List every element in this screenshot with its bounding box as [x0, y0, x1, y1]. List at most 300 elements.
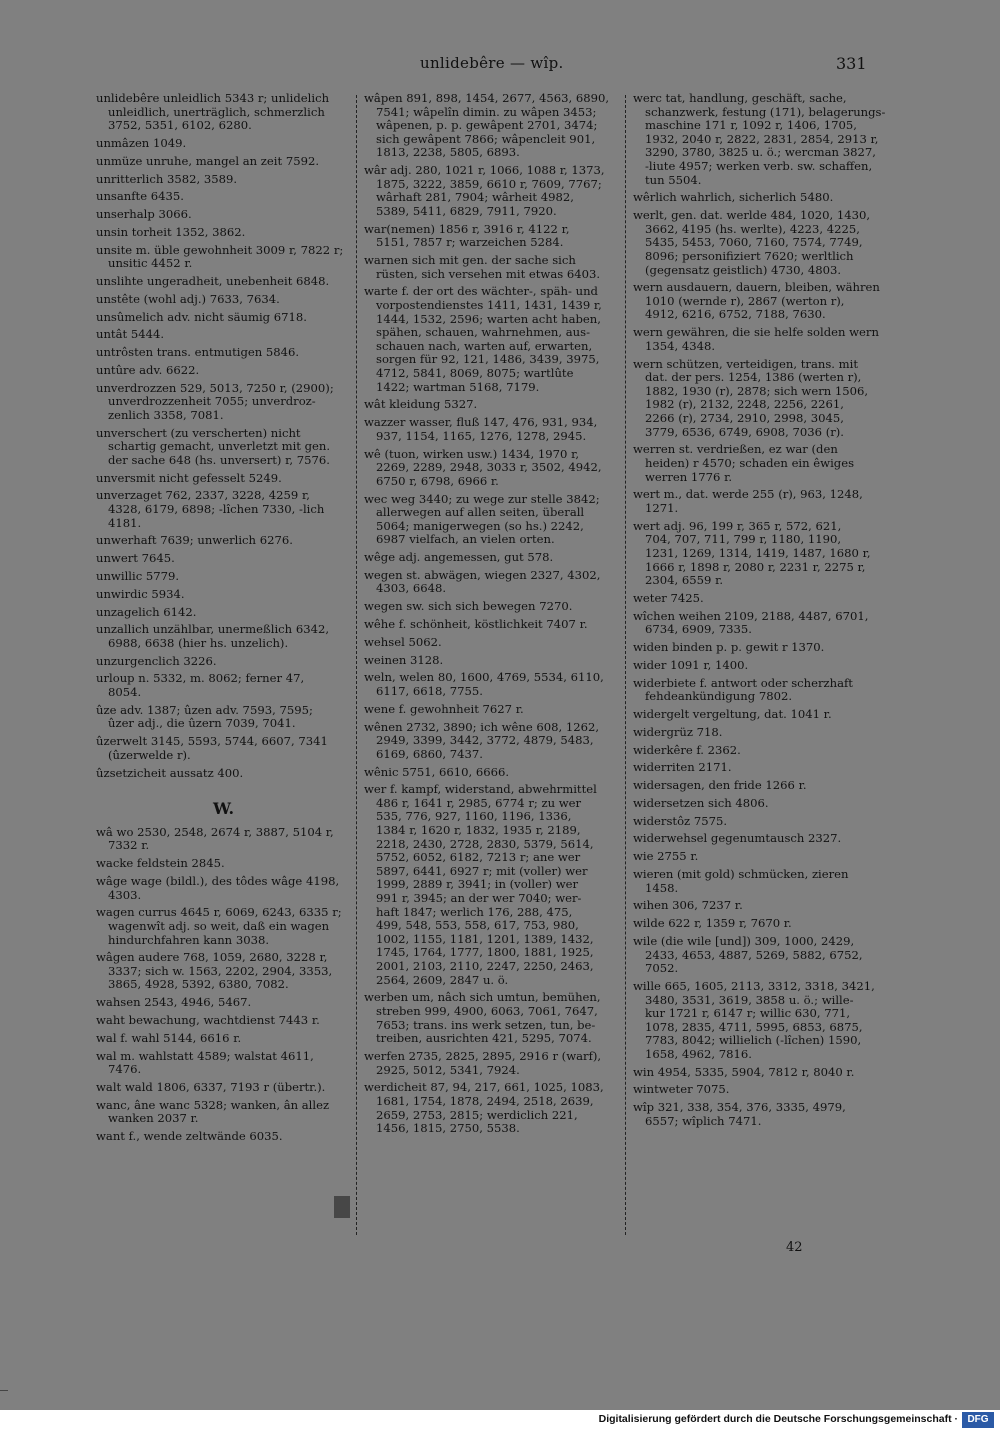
dictionary-entry [96, 875, 351, 902]
entry-line: widerstôz 7575. [633, 814, 728, 828]
entry-line: wagen currus 4645 r, 6069, 6243, 6335 r; [96, 906, 342, 920]
dictionary-entry [633, 326, 891, 353]
entry-line: unzagelich 6142. [96, 605, 197, 619]
entry-line: unsûmelich adv. nicht säumig 6718. [96, 310, 307, 324]
entry-line: 2266 (r), 2734, 2910, 2998, 3045, [645, 412, 844, 425]
entry-line: widerriten 2171. [633, 761, 732, 775]
entry-line: 7332 r. [108, 839, 150, 853]
entry-line: 7653; trans. ins werk setzen, tun, be- [376, 1018, 596, 1032]
dictionary-entry [364, 92, 621, 160]
entry-line: wâgen audere 768, 1059, 2680, 3228 r, [96, 951, 328, 965]
entry-line: ûze adv. 1387; ûzen adv. 7593, 7595; [96, 703, 313, 717]
dictionary-entry [633, 209, 891, 277]
dictionary-entry [96, 606, 351, 620]
entry-line: 1745, 1764, 1777, 1800, 1881, 1925, [376, 946, 594, 960]
dictionary-entry [633, 832, 891, 846]
footer-band [0, 1410, 1000, 1431]
entry-line: unversmit nicht gefesselt 5249. [96, 471, 282, 485]
entry-line: wene f. gewohnheit 7627 r. [364, 702, 524, 716]
entry-line: 4181. [108, 516, 142, 530]
entry-line: 4328, 6179, 6898; -lîchen 7330, -lich [108, 503, 325, 517]
entry-line: 7052. [645, 962, 679, 976]
entry-line: unserhalp 3066. [96, 208, 192, 222]
dictionary-entry [633, 850, 891, 864]
dictionary-entry [633, 92, 891, 187]
entry-line: 6734, 6909, 7335. [645, 623, 752, 637]
dictionary-entry [96, 951, 351, 992]
entry-line: 1875, 3222, 3859, 6610 r, 7609, 7767; [376, 177, 602, 191]
entry-line: untât 5444. [96, 328, 165, 342]
entry-line: 1458. [645, 881, 679, 895]
dictionary-entry [633, 980, 891, 1062]
entry-line: wât kleidung 5327. [364, 398, 478, 412]
dictionary-entry [364, 398, 621, 412]
entry-line: schanzwerk, festung (171), belagerungs- [645, 105, 886, 119]
entry-line: 486 r, 1641 r, 2985, 6774 r; zu wer [376, 796, 582, 810]
entry-line: wâr adj. 280, 1021 r, 1066, 1088 r, 1373, [364, 164, 605, 178]
dictionary-entry [364, 223, 621, 250]
entry-line: (gegensatz geistlich) 4730, 4803. [645, 263, 842, 277]
entry-line: wîchen weihen 2109, 2188, 4487, 6701, [633, 609, 869, 623]
column-divider [625, 95, 626, 1235]
entry-line: wert adj. 96, 199 r, 365 r, 572, 621, [633, 519, 842, 533]
dictionary-entry [364, 254, 621, 281]
dictionary-entry [364, 618, 621, 632]
entry-line: 1010 (wernde r), 2867 (werton r), [645, 294, 845, 308]
entry-line: fehdeankündigung 7802. [645, 690, 793, 704]
dictionary-entry [633, 281, 891, 322]
entry-line: werren 1776 r. [645, 470, 733, 484]
library-stamp [334, 1196, 350, 1218]
dictionary-entry [96, 588, 351, 602]
entry-line: urloup n. 5332, m. 8062; ferner 47, [96, 672, 305, 686]
entry-line: unmüze unruhe, mangel an zeit 7592. [96, 154, 320, 168]
entry-line: sich gewâpent 7866; wâpencleit 901, [376, 132, 596, 146]
entry-line: widerwehsel gegenumtausch 2327. [633, 832, 842, 846]
entry-line: 3752, 5351, 6102, 6280. [108, 119, 252, 133]
dictionary-entry [96, 244, 351, 271]
entry-line: der sache 648 (hs. unversert) r, 7576. [108, 453, 330, 467]
dictionary-entry [633, 726, 891, 740]
entry-line: heiden) r 4570; schaden ein êwiges [645, 456, 855, 470]
entry-line: 3337; sich w. 1563, 2202, 2904, 3353, [108, 964, 333, 978]
dictionary-entry [96, 382, 351, 423]
entry-line: widersagen, den fride 1266 r. [633, 779, 807, 793]
entry-line: 1354, 4348. [645, 339, 716, 353]
entry-line: wintweter 7075. [633, 1083, 730, 1097]
entry-line: wile (die wile [und]) 309, 1000, 2429, [633, 934, 855, 948]
entry-line: -liute 4957; werken verb. sw. schaffen, [645, 159, 873, 173]
entry-line: unleidlich, unerträglich, schmerzlich [108, 105, 325, 119]
entry-line: widerbiete f. antwort oder scherzhaft [633, 676, 853, 690]
dictionary-entry [96, 364, 351, 378]
dictionary-entry [633, 641, 891, 655]
entry-line: widerkêre f. 2362. [633, 743, 741, 757]
entry-line: 2564, 2609, 2847 u. ö. [376, 973, 509, 987]
entry-line: wazzer wasser, fluß 147, 476, 931, 934, [364, 416, 598, 430]
entry-line: 6169, 6860, 7437. [376, 747, 483, 761]
entry-line: 3290, 3780, 3825 u. ö.; wercman 3827, [645, 146, 876, 160]
entry-line: wanken 2037 r. [108, 1112, 199, 1126]
entry-line: 1422; wartman 5168, 7179. [376, 380, 540, 394]
dictionary-entry [96, 735, 351, 762]
dictionary-entry [364, 600, 621, 614]
dictionary-entry [633, 797, 891, 811]
entry-line: unzurgenclich 3226. [96, 654, 217, 668]
entry-line: 991 r, 3945; an der wer 7040; wer- [376, 892, 582, 906]
dictionary-entry [96, 570, 351, 584]
entry-line: 6750 r, 6798, 6966 r. [376, 474, 499, 488]
entry-line: wal m. wahlstatt 4589; walstat 4611, [96, 1049, 314, 1063]
column-2 [364, 92, 621, 1140]
signature-mark: 42 [786, 1240, 803, 1255]
entry-line: weln, welen 80, 1600, 4769, 5534, 6110, [364, 671, 604, 685]
dictionary-entry [364, 493, 621, 547]
dictionary-entry [96, 311, 351, 325]
entry-line: unwirdic 5934. [96, 587, 185, 601]
dictionary-entry [633, 1083, 891, 1097]
page-header [0, 54, 1000, 78]
dictionary-entry [633, 779, 891, 793]
entry-line: waht bewachung, wachtdienst 7443 r. [96, 1014, 320, 1028]
dictionary-entry [96, 275, 351, 289]
entry-line: 2949, 3399, 3442, 3772, 4879, 5483, [376, 734, 594, 748]
dictionary-entry [96, 472, 351, 486]
dictionary-entry [633, 520, 891, 588]
entry-line: wie 2755 r. [633, 850, 699, 864]
entry-line: unverschert (zu verscherten) nicht [96, 426, 301, 440]
dictionary-entry [96, 996, 351, 1010]
dictionary-entry [364, 1050, 621, 1077]
entry-line: 1444, 1532, 2596; warten acht haben, [376, 312, 601, 326]
entry-line: warnen sich mit gen. der sache sich [364, 254, 576, 268]
entry-line: wârhaft 281, 7904; wârheit 4982, [376, 191, 574, 205]
entry-line: tun 5504. [645, 173, 702, 187]
entry-line: 1002, 1155, 1181, 1201, 1389, 1432, [376, 932, 594, 946]
entry-line: unwert 7645. [96, 552, 175, 566]
entry-line: 5389, 5411, 6829, 7911, 7920. [376, 204, 557, 218]
entry-line: 1384 r, 1620 r, 1832, 1935 r, 2189, [376, 824, 581, 838]
dictionary-entry [364, 164, 621, 218]
dictionary-entry [96, 534, 351, 548]
entry-line: wern ausdauern, dauern, bleiben, währen [633, 281, 880, 295]
entry-line: 2218, 2430, 2728, 2830, 5379, 5614, [376, 837, 594, 851]
entry-line: wâpen 891, 898, 1454, 2677, 4563, 6890, [364, 92, 610, 105]
column-divider [356, 95, 357, 1235]
entry-line: werfen 2735, 2825, 2895, 2916 r (warf), [364, 1049, 602, 1063]
entry-line: 2925, 5012, 5341, 7924. [376, 1063, 520, 1077]
entry-line: 499, 548, 553, 558, 617, 753, 980, [376, 919, 579, 933]
entry-line: 2433, 4653, 4887, 5269, 5882, 6752, [645, 948, 863, 962]
entry-line: zenlich 3358, 7081. [108, 408, 224, 422]
dictionary-entry [633, 899, 891, 913]
entry-line: wern schützen, verteidigen, trans. mit [633, 357, 859, 371]
entry-line: 4303. [108, 888, 142, 902]
entry-line: wêge adj. angemessen, gut 578. [364, 551, 554, 565]
entry-line: streben 999, 4900, 6063, 7061, 7647, [376, 1004, 598, 1018]
dictionary-entry [364, 1081, 621, 1135]
dictionary-entry [633, 358, 891, 440]
entry-line: 1681, 1754, 1878, 2494, 2518, 2639, [376, 1094, 594, 1108]
entry-line: untrôsten trans. entmutigen 5846. [96, 346, 300, 360]
entry-line: unverdrozzenheit 7055; unverdroz- [108, 395, 316, 409]
entry-line: werren st. verdrießen, ez war (den [633, 443, 838, 457]
scan-edge [0, 1390, 8, 1411]
dictionary-entry [96, 826, 351, 853]
entry-line: unsanfte 6435. [96, 190, 184, 204]
dictionary-entry [96, 857, 351, 871]
column-3 [633, 92, 891, 1133]
entry-line: 5151, 7857 r; warzeichen 5284. [376, 236, 564, 250]
entry-line: wîp 321, 338, 354, 376, 3335, 4979, [633, 1101, 846, 1115]
dictionary-entry [364, 783, 621, 987]
entry-line: 1666 r, 1898 r, 2080 r, 2231 r, 2275 r, [645, 560, 866, 574]
entry-line: 2659, 2753, 2815; werdiclich 221, [376, 1108, 578, 1122]
entry-line: sorgen für 92, 121, 1486, 3439, 3975, [376, 353, 600, 367]
entry-line: 1271. [645, 501, 679, 515]
dictionary-entry [96, 92, 351, 133]
entry-line: 6988, 6638 (hier hs. unzelich). [108, 636, 289, 650]
entry-line: widen binden p. p. gewit r 1370. [633, 641, 825, 655]
dictionary-entry [96, 489, 351, 530]
entry-line: 3779, 6536, 6749, 6908, 7036 (r). [645, 425, 844, 439]
entry-line: 3662, 4195 (hs. werlte), 4223, 4225, [645, 222, 860, 236]
dictionary-entry [96, 346, 351, 360]
entry-line: 1882, 1930 (r), 2878; sich wern 1506, [645, 384, 869, 398]
entry-line: unverzaget 762, 2337, 3228, 4259 r, [96, 489, 310, 503]
dictionary-entry [96, 623, 351, 650]
dictionary-entry [364, 766, 621, 780]
entry-line: wehsel 5062. [364, 635, 442, 649]
entry-line: 6557; wîplich 7471. [645, 1114, 762, 1128]
entry-line: wêrlich wahrlich, sicherlich 5480. [633, 191, 834, 205]
dictionary-entry [633, 1101, 891, 1128]
entry-line: unlidebêre unleidlich 5343 r; unlidelich [96, 92, 330, 105]
entry-line: werben um, nâch sich umtun, bemühen, [364, 991, 601, 1005]
dictionary-entry [633, 610, 891, 637]
entry-line: (ûzerwelde r). [108, 748, 191, 762]
entry-line: 7476. [108, 1063, 142, 1077]
dictionary-entry [633, 935, 891, 976]
column-1 [96, 92, 351, 1148]
entry-line: 3865, 4928, 5392, 6380, 7082. [108, 978, 289, 992]
entry-line: wal f. wahl 5144, 6616 r. [96, 1031, 242, 1045]
entry-line: 5435, 5453, 7060, 7160, 7574, 7749, [645, 236, 863, 250]
entry-line: allerwegen auf allen seiten, überall [376, 506, 585, 520]
entry-line: dat. der pers. 1254, 1386 (werten r), [645, 371, 862, 385]
entry-line: 1999, 2889 r, 3941; in (voller) wer [376, 878, 579, 892]
entry-line: ûzsetzicheit aussatz 400. [96, 766, 244, 780]
entry-line: maschine 171 r, 1092 r, 1406, 1705, [645, 119, 857, 133]
entry-line: wer f. kampf, widerstand, abwehrmittel [364, 783, 597, 797]
dictionary-entry [96, 208, 351, 222]
section-letter: W. [212, 799, 235, 819]
entry-line: 6987 vielfach, an vielen orten. [376, 533, 555, 547]
entry-line: schauen nach, warten auf, erwarten, [376, 339, 593, 353]
entry-line: wec weg 3440; zu wege zur stelle 3842; [364, 492, 600, 506]
entry-line: 8054. [108, 686, 142, 700]
entry-line: 5752, 6052, 6182, 7213 r; ane wer [376, 851, 581, 865]
dictionary-entry [364, 569, 621, 596]
dictionary-entry [96, 155, 351, 169]
entry-line: unsite m. üble gewohnheit 3009 r, 7822 r; [96, 243, 344, 257]
entry-line: treiben, ausrichten 421, 5295, 7074. [376, 1032, 592, 1046]
entry-line: 1456, 1815, 2750, 5538. [376, 1122, 520, 1136]
entry-line: wern gewähren, die sie helfe solden wern [633, 326, 879, 340]
dictionary-entry [364, 991, 621, 1045]
entry-line: vorpostendienstes 1411, 1431, 1439 r, [376, 299, 602, 313]
entry-line: want f., wende zeltwände 6035. [96, 1130, 283, 1144]
entry-line: werlt, gen. dat. werlde 484, 1020, 1430, [633, 209, 871, 223]
entry-line: weinen 3128. [364, 653, 444, 667]
entry-line: werc tat, handlung, geschäft, sache, [633, 92, 847, 105]
entry-line: unsitic 4452 r. [108, 257, 193, 271]
dictionary-entry [364, 416, 621, 443]
dictionary-entry [633, 592, 891, 606]
dfg-logo-icon[interactable]: DFG [962, 1412, 994, 1428]
entry-line: ûzer adj., die ûzern 7039, 7041. [108, 717, 296, 731]
entry-line: 937, 1154, 1165, 1276, 1278, 2945. [376, 429, 587, 443]
running-head: unlidebêre — wîp. [420, 54, 564, 72]
entry-line: widergrüz 718. [633, 725, 723, 739]
dictionary-entry [633, 744, 891, 758]
dictionary-entry [96, 190, 351, 204]
entry-line: 1813, 2238, 5805, 6893. [376, 146, 520, 160]
dictionary-entry [96, 328, 351, 342]
page-number: 331 [836, 54, 867, 73]
dictionary-entry [96, 552, 351, 566]
dictionary-entry [364, 636, 621, 650]
entry-line: haft 1847; werlich 176, 288, 475, [376, 905, 573, 919]
entry-line: wieren (mit gold) schmücken, zieren [633, 868, 849, 881]
dictionary-entry [96, 1014, 351, 1028]
entry-line: 4303, 6648. [376, 582, 447, 596]
entry-line: hindurchfahren kann 3038. [108, 933, 270, 947]
entry-line: 5897, 6441, 6927 r; mit (voller) wer [376, 864, 588, 878]
dictionary-entry [96, 427, 351, 468]
entry-line: 3480, 3531, 3619, 3858 u. ö.; wille- [645, 993, 854, 1007]
entry-line: wille 665, 1605, 2113, 3312, 3318, 3421, [633, 979, 875, 993]
entry-line: wêhe f. schönheit, köstlichkeit 7407 r. [364, 618, 588, 632]
entry-line: untûre adv. 6622. [96, 363, 200, 377]
entry-line: walt wald 1806, 6337, 7193 r (übertr.). [96, 1080, 326, 1094]
dictionary-entry [633, 815, 891, 829]
entry-line: 2001, 2103, 2110, 2247, 2250, 2463, [376, 960, 594, 973]
dictionary-entry [364, 285, 621, 394]
entry-line: 1078, 2835, 4711, 5995, 6853, 6875, [645, 1020, 863, 1034]
dictionary-entry [633, 659, 891, 673]
entry-line: 1658, 4962, 7816. [645, 1047, 752, 1061]
entry-line: unstête (wohl adj.) 7633, 7634. [96, 292, 280, 306]
entry-line: spähen, schauen, wahrnehmen, aus- [376, 326, 591, 340]
dictionary-entry [633, 761, 891, 775]
entry-line: 4712, 5841, 8069, 8075; wartlûte [376, 367, 574, 381]
entry-line: 7541; wâpelîn dimin. zu wâpen 3453; [376, 105, 597, 119]
entry-line: unverdrozzen 529, 5013, 7250 r, (2900); [96, 381, 334, 395]
entry-line: war(nemen) 1856 r, 3916 r, 4122 r, [364, 222, 570, 236]
dictionary-entry [96, 1099, 351, 1126]
entry-line: 1982 (r), 2132, 2248, 2256, 2261, [645, 398, 844, 412]
entry-line: wider 1091 r, 1400. [633, 658, 749, 672]
footer-credit: Digitalisierung gefördert durch die Deutsche Forschungsgemeinschaft · [598, 1413, 958, 1425]
entry-line: wihen 306, 7237 r. [633, 899, 743, 913]
entry-line: wanc, âne wanc 5328; wanken, ân allez [96, 1098, 330, 1112]
entry-line: unslihte ungeradheit, unebenheit 6848. [96, 275, 330, 289]
entry-line: wâge wage (bildl.), des tôdes wâge 4198, [96, 874, 340, 888]
entry-line: schartig gemacht, unverletzt mit gen. [108, 440, 331, 454]
entry-line: unzallich unzählbar, unermeßlich 6342, [96, 623, 330, 637]
dictionary-entry [364, 551, 621, 565]
dictionary-entry [96, 767, 351, 781]
entry-line: 2304, 6559 r. [645, 574, 724, 588]
entry-line: rüsten, sich versehen mit etwas 6403. [376, 267, 601, 281]
dictionary-entry [364, 703, 621, 717]
entry-line: widergelt vergeltung, dat. 1041 r. [633, 707, 832, 721]
entry-line: wahsen 2543, 4946, 5467. [96, 996, 252, 1010]
dictionary-entry [96, 293, 351, 307]
entry-line: 704, 707, 711, 799 r, 1180, 1190, [645, 533, 842, 547]
dictionary-entry [633, 868, 891, 895]
entry-line: ûzerwelt 3145, 5593, 5744, 6607, 7341 [96, 735, 328, 749]
dictionary-entry [96, 1130, 351, 1144]
entry-line: wacke feldstein 2845. [96, 857, 225, 871]
dictionary-entry [633, 1066, 891, 1080]
entry-line: wilde 622 r, 1359 r, 7670 r. [633, 917, 792, 931]
dictionary-entry [364, 721, 621, 762]
dictionary-entry [96, 1081, 351, 1095]
entry-line: 7783, 8042; willielich (-lîchen) 1590, [645, 1034, 862, 1048]
entry-line: win 4954, 5335, 5904, 7812 r, 8040 r. [633, 1065, 855, 1079]
entry-line: 8096; personifiziert 7620; werltlich [645, 249, 854, 263]
entry-line: 1932, 2040 r, 2822, 2831, 2854, 2913 r, [645, 132, 879, 146]
entry-line: unmâzen 1049. [96, 136, 187, 150]
dictionary-entry [96, 137, 351, 151]
dictionary-entry [633, 488, 891, 515]
entry-line: wert m., dat. werde 255 (r), 963, 1248, [633, 488, 863, 502]
entry-line: unritterlich 3582, 3589. [96, 172, 238, 186]
dictionary-entry [96, 704, 351, 731]
entry-line: warte f. der ort des wächter-, späh- und [364, 285, 598, 299]
entry-line: wênen 2732, 3890; ich wêne 608, 1262, [364, 720, 600, 734]
dictionary-entry [633, 677, 891, 704]
dictionary-entry [364, 448, 621, 489]
dictionary-entry [633, 917, 891, 931]
entry-line: 5064; manigerwegen (so hs.) 2242, [376, 519, 584, 533]
entry-line: wâpenen, p. p. gewâpent 2701, 3474; [376, 119, 598, 133]
entry-line: wâ wo 2530, 2548, 2674 r, 3887, 5104 r, [96, 825, 334, 839]
entry-line: unwillic 5779. [96, 569, 180, 583]
dictionary-entry [96, 906, 351, 947]
entry-line: wegen sw. sich sich bewegen 7270. [364, 600, 573, 614]
dictionary-entry [96, 672, 351, 699]
dictionary-entry [633, 443, 891, 484]
dictionary-entry [633, 708, 891, 722]
entry-line: unwerhaft 7639; unwerlich 6276. [96, 534, 293, 548]
entry-line: wegen st. abwägen, wiegen 2327, 4302, [364, 568, 601, 582]
entry-line: unsin torheit 1352, 3862. [96, 225, 246, 239]
entry-line: wênic 5751, 6610, 6666. [364, 765, 510, 779]
entry-line: kur 1721 r, 6147 r; willic 630, 771, [645, 1007, 851, 1021]
dictionary-entry [96, 226, 351, 240]
entry-line: widersetzen sich 4806. [633, 796, 769, 810]
entry-line: wê (tuon, wirken usw.) 1434, 1970 r, [364, 447, 580, 461]
entry-line: weter 7425. [633, 591, 704, 605]
dictionary-entry [96, 655, 351, 669]
dictionary-entry [633, 191, 891, 205]
dictionary-entry [364, 671, 621, 698]
entry-line: 2269, 2289, 2948, 3033 r, 3502, 4942, [376, 461, 602, 475]
entry-line: 1231, 1269, 1314, 1419, 1487, 1680 r, [645, 546, 871, 560]
